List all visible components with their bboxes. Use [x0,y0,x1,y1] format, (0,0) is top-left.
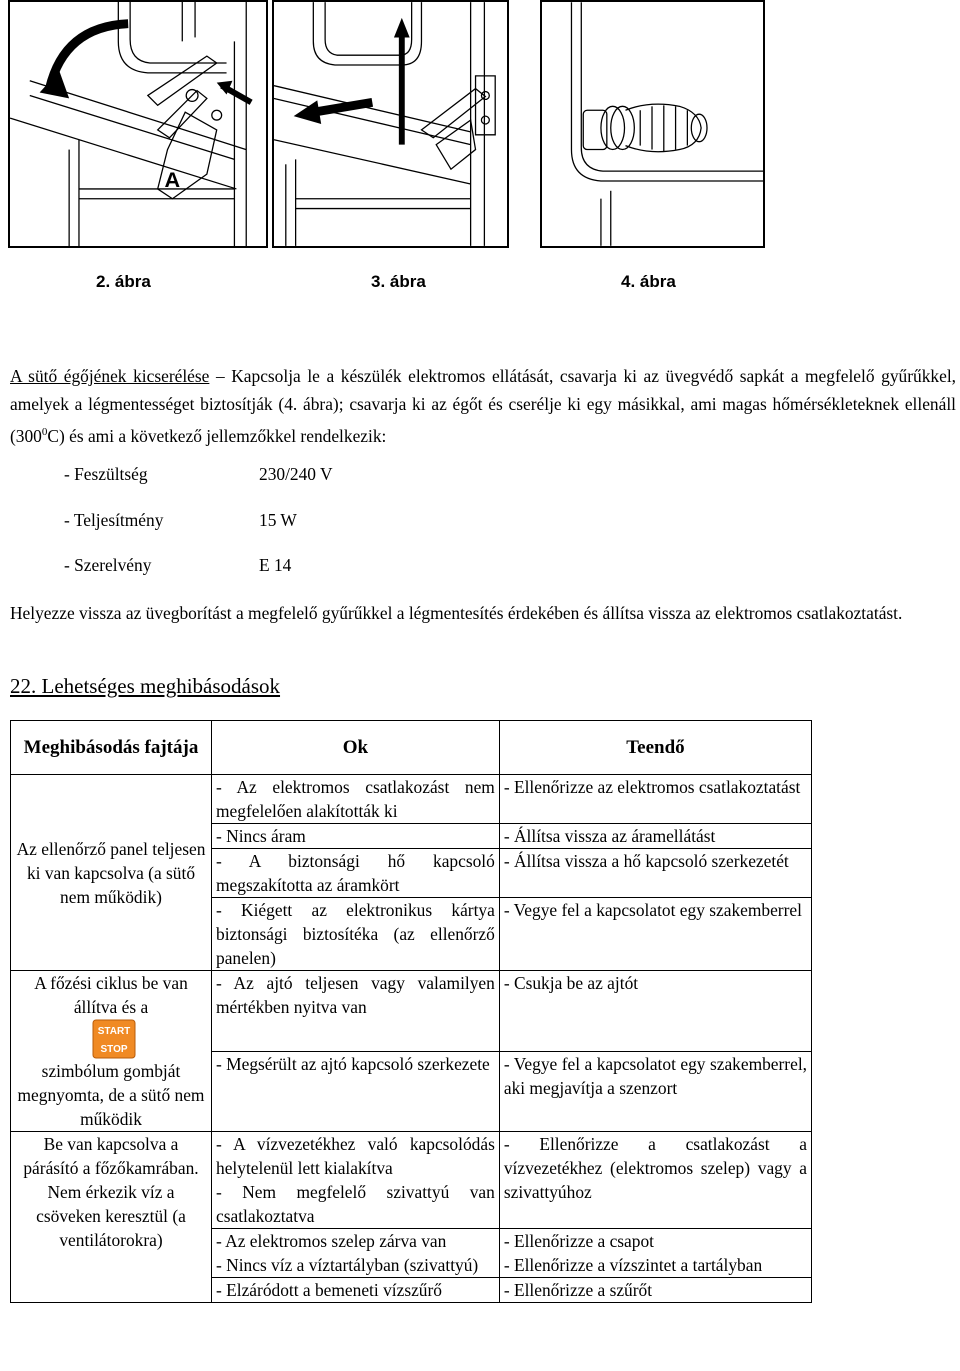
action-cell [499,1229,811,1278]
figures-row [8,0,960,250]
cause-cell: - A biztonsági hő kapcsoló megszakította az áramkört [212,849,500,898]
spec-voltage-label: - Feszültség [64,464,148,484]
action-cell: - Állítsa vissza a hő kapcsoló szerkezetét [499,849,811,898]
cause-line: - Nincs víz a víztartályban (szivattyú) [216,1255,479,1275]
spec-voltage-value: 230/240 V [259,464,333,484]
table-row [11,775,812,824]
lamp-degree-sup: 0 [41,426,48,438]
table-header-row [11,721,812,775]
action-cell: - Állítsa vissza az áramellátást [499,824,811,849]
table-row [11,971,812,1052]
table-row [11,1132,812,1229]
fault-kind-3: Be van kapcsolva a párásító a főzőkamrában. Nem érkezik víz a csöveken keresztül (a ventilátorokra) [11,1132,212,1303]
spec-power-value: 15 W [259,510,297,530]
faults-section-title: 22. Lehetséges meghibásodások [10,674,281,698]
lamp-text-a: – Kapcsolja le a készülék elektromos ellátását, csavarja ki az üvegvédő sapkát a megfelelő gyűrűkkel, amelyek a légmentességet biztosítják (4. ábra); csavarja ki az égőt és cserélje ki egy másikkal, ami magas hőmérsékleteknek ellenáll (300 [10,366,956,446]
cause-line: - Az elektromos szelep zárva van [216,1231,447,1251]
action-line: - Ellenőrizze a vízszintet a tartályban [503,1255,763,1275]
cause-line: - A vízvezetékhez való kapcsolódás helytelenül lett kialakítva [216,1134,495,1178]
figure-2 [8,0,268,248]
cause-cell: - Megsérült az ajtó kapcsoló szerkezete [212,1051,500,1132]
spec-socket-label: - Szerelvény [64,555,152,575]
start-stop-icon [92,1019,136,1059]
figure-2-label-a: A [164,166,181,192]
start-label: START [97,1026,131,1037]
lamp-closing-paragraph: Helyezze vissza az üvegborítást a megfelelő gyűrűkkel a légmentesítés érdekében és állítsa vissza az elektromos csatlakoztatást. [10,603,903,623]
cause-cell: - Kiégett az elektronikus kártya biztonsági biztosítéka (az ellenőrző panelen) [212,898,500,971]
cause-cell [212,1229,500,1278]
header-fault-kind: Meghibásodás fajtája [11,721,212,775]
cause-cell: - Az elektromos csatlakozást nem megfelelően alakították ki [212,775,500,824]
figure-3 [272,0,509,248]
action-cell: - Vegye fel a kapcsolatot egy szakemberrel, aki megjavítja a szenzort [499,1051,811,1132]
lamp-text-b: C) és ami a következő jellemzőkkel rendelkezik: [47,425,387,446]
action-cell: - Ellenőrizze az elektromos csatlakoztatást [499,775,811,824]
caption-figure-4: 4. ábra [621,272,676,291]
fault-kind-2-text-b: szimbólum gombját megnyomta, de a sütő nem működik [17,1061,205,1129]
cause-cell [212,1132,500,1229]
fault-kind-2 [11,971,212,1132]
spec-voltage [64,464,333,485]
spec-power [64,510,297,531]
action-cell: - Csukja be az ajtót [499,971,811,1052]
action-cell: - Ellenőrizze a szűrőt [499,1278,811,1303]
header-action: Teendő [499,721,811,775]
action-line: - Ellenőrizze a csapot [503,1231,654,1251]
spec-socket-value: E 14 [259,555,292,575]
caption-figure-3: 3. ábra [371,272,426,291]
spec-socket [64,555,292,576]
fault-kind-2-text-a: A főzési ciklus be van állítva és a [34,973,188,1017]
header-cause: Ok [212,721,500,775]
cause-line: - Nem megfelelő szivattyú van csatlakoztatva [216,1182,495,1226]
spec-power-label: - Teljesítmény [64,510,164,530]
faults-table [10,720,812,1303]
lamp-replacement-paragraph [10,362,956,450]
cause-cell: - Nincs áram [212,824,500,849]
figure-4-drawing [542,2,763,246]
action-cell: - Vegye fel a kapcsolatot egy szakemberrel [499,898,811,971]
cause-cell: - Elzáródott a bemeneti vízszűrő [212,1278,500,1303]
cause-cell: - Az ajtó teljesen vagy valamilyen mértékben nyitva van [212,971,500,1052]
caption-figure-2: 2. ábra [96,272,151,291]
figure-4 [540,0,765,248]
figure-2-drawing [10,2,266,246]
figure-3-drawing [274,2,507,246]
lamp-section-title: A sütő égőjének kicserélése [10,366,210,386]
action-cell: - Ellenőrizze a csatlakozást a vízvezetékhez (elektromos szelep) vagy a szivattyúhoz [499,1132,811,1229]
fault-kind-1: Az ellenőrző panel teljesen ki van kapcsolva (a sütő nem működik) [11,775,212,971]
stop-label: STOP [100,1044,128,1055]
